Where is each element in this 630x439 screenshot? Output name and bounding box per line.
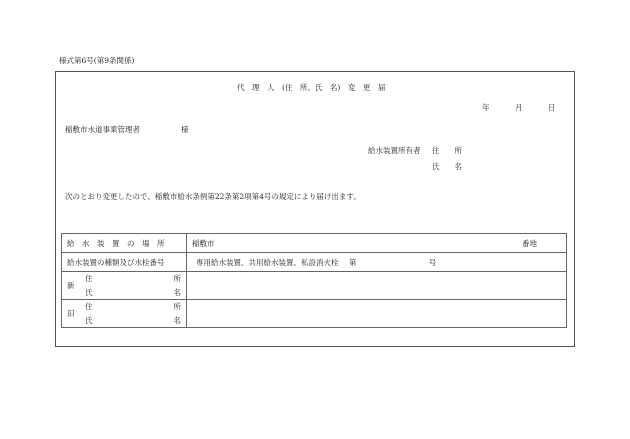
type-cell <box>187 253 567 272</box>
date-day-label: 日 <box>548 103 556 112</box>
date-month-label: 月 <box>515 103 523 112</box>
old-address-label-b: 所 <box>173 302 181 311</box>
tap-number-prefix: 第 <box>348 257 357 267</box>
owner-address-label: 住 所 <box>432 146 462 155</box>
new-label: 新 <box>67 281 75 290</box>
old-address-label-a: 住 <box>85 302 93 311</box>
old-agent-value[interactable] <box>187 300 567 328</box>
table-row <box>62 253 567 272</box>
table-row <box>62 300 567 328</box>
details-table <box>61 233 567 328</box>
owner-label: 給水装置所有者 <box>368 146 421 155</box>
new-address-label-b: 所 <box>173 274 181 283</box>
old-name-label-b: 名 <box>173 316 181 325</box>
owner-name-label: 氏 名 <box>432 162 462 171</box>
table-row <box>62 234 567 253</box>
new-agent-value[interactable] <box>187 272 567 300</box>
location-label: 給 水 装 置 の 場 所 <box>62 234 187 253</box>
location-suffix: 番地 <box>522 238 537 248</box>
location-cell <box>187 234 567 253</box>
new-name-label-a: 氏 <box>85 288 93 297</box>
honorific: 様 <box>181 125 189 134</box>
old-label: 旧 <box>67 309 75 318</box>
new-agent-label <box>62 272 187 300</box>
form-title: 代 理 人 (住 所、氏 名) 変 更 届 <box>237 83 386 92</box>
addressee: 稲敷市水道事業管理者 <box>65 125 140 134</box>
date-year-label: 年 <box>482 103 490 112</box>
tap-number-suffix: 号 <box>428 257 437 267</box>
new-address-label-a: 住 <box>85 274 93 283</box>
new-name-label-b: 名 <box>173 288 181 297</box>
type-options: 専用給水装置、共用給水装置、私設消火栓 <box>196 257 339 267</box>
form-number: 様式第6号(第9条関係) <box>59 56 135 65</box>
table-row <box>62 272 567 300</box>
old-agent-label <box>62 300 187 328</box>
old-name-label-a: 氏 <box>85 316 93 325</box>
type-label: 給水装置の種類及び水栓番号 <box>62 253 187 272</box>
location-city: 稲敷市 <box>192 238 215 248</box>
statement-text: 次のとおり変更したので、稲敷市給水条例第22条第2項第4号の規定により届け出ます。 <box>65 192 361 201</box>
